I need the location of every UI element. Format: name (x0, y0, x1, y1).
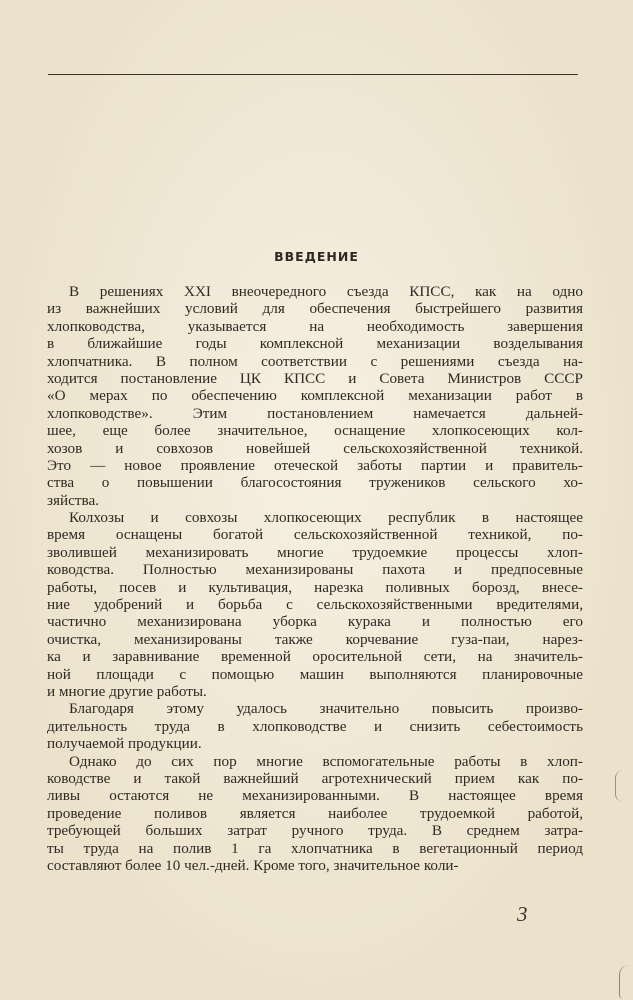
page-title: ВВЕДЕНИЕ (274, 249, 359, 264)
margin-pencil-mark (615, 770, 623, 802)
paragraph-line: работы, посев и культивация, нарезка поливных борозд, внесе- (47, 578, 583, 596)
page-number: 3 (517, 902, 528, 926)
paragraph-line: составляют более 10 чел.-дней. Кроме того, значительное коли- (47, 856, 459, 874)
paragraph-line: зволившей механизировать многие трудоемкие процессы хлоп- (47, 543, 583, 561)
paragraph-line: В решениях XXI внеочередного съезда КПСС, как на одно (69, 283, 583, 300)
paragraph-line: хлопководства, указывается на необходимость завершения (47, 317, 583, 335)
paragraph-line: ководства. Полностью механизированы пахота и предпосевные (47, 561, 583, 579)
paragraph-line: зяйства. (47, 491, 99, 509)
paragraph-line: и многие другие работы. (47, 682, 207, 700)
paragraph-line: ной площади с помощью машин выполняются планировочные (47, 665, 583, 683)
paragraph-line: ства о повышении благосостояния тружеников сельского хо- (47, 474, 583, 492)
header-rule (48, 74, 578, 75)
paragraph-line: очистка, механизированы также корчевание гуза-паи, нарез- (47, 630, 583, 648)
paragraph-line: ты труда на полив 1 га хлопчатника в вегетационный период (47, 839, 583, 857)
paragraph-line: дительность труда в хлопководстве и снизить себестоимость (47, 717, 583, 735)
paragraph-line: требующей больших затрат ручного труда. В среднем затра- (47, 822, 583, 840)
paragraph-line: ние удобрений и борьба с сельскохозяйственными вредителями, (47, 596, 583, 614)
paragraph-line: хлопководстве». Этим постановлением намечается дальней- (47, 404, 583, 422)
paragraph-line: хлопчатника. В полном соответствии с решениями съезда на- (47, 352, 583, 370)
body-text (47, 283, 583, 874)
paragraph-line: Благодаря этому удалось значительно повысить произво- (69, 700, 583, 718)
paragraph-line: ководстве и такой важнейший агротехнический прием как по- (47, 769, 583, 787)
paragraph-line: ходится постановление ЦК КПСС и Совета Министров СССР (47, 369, 583, 387)
paragraph-line: ливы остаются не механизированными. В настоящее время (47, 787, 583, 805)
paragraph-line: «О мерах по обеспечению комплексной механизации работ в (47, 387, 583, 405)
paragraph-line: частично механизирована уборка курака и полностью его (47, 613, 583, 631)
paragraph-line: Это — новое проявление отеческой заботы партии и правитель- (47, 456, 583, 474)
paragraph-line: ка и заравнивание временной оросительной сети, на значитель- (47, 648, 583, 666)
paragraph-line: хозов и совхозов новейшей сельскохозяйственной техникой. (47, 439, 583, 457)
paragraph-line: в ближайшие годы комплексной механизации возделывания (47, 335, 583, 353)
paragraph-line: Однако до сих пор многие вспомогательные работы в хлоп- (69, 752, 583, 770)
paragraph-line: из важнейших условий для обеспечения быстрейшего развития (47, 300, 583, 318)
paragraph-line: Колхозы и совхозы хлопкосеющих республик в настоящее (69, 509, 583, 527)
paragraph-line: шее, еще более значительное, оснащение хлопкосеющих кол- (47, 422, 583, 440)
paragraph-line: время оснащены богатой сельскохозяйственной техникой, по- (47, 526, 583, 544)
paragraph-line: проведение поливов является наиболее трудоемкой работой, (47, 804, 583, 822)
paragraph-line: получаемой продукции. (47, 735, 202, 753)
page-edge-mark (619, 965, 630, 999)
